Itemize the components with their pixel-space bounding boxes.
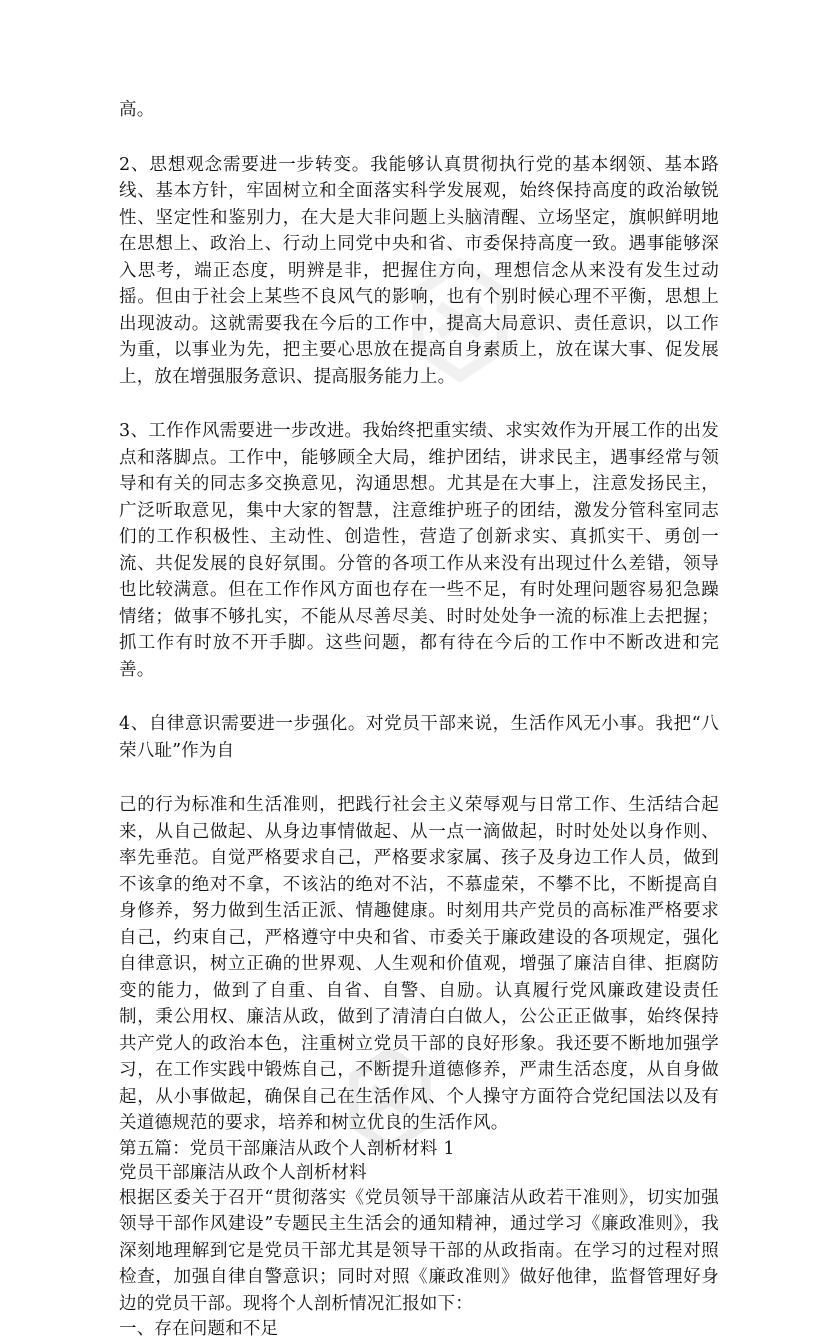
paragraph-self-discipline-body: 己的行为标准和生活准则，把践行社会主义荣辱观与日常工作、生活结合起来，从自己做起、从身边事情做起、从一点一滴做起，时时处处以身作则、率先垂范。自觉严格要求自己，严格要求家属、孩子及身边工作人员，做到不该拿的绝对不拿，不该沾的绝对不沾，不慕虚荣，不攀不比，不断提高自身修养，努力做到生活正派、情趣健康。时刻用共产党员的高标准严格要求自己，约束自己，严格遵守中央和省、市委关于廉政建设的各项规定，强化自律意识，树立正确的世界观、人生观和价值观，增强了廉洁自律、拒腐防变的能力，做到了自重、自省、自警、自励。认真履行党风廉政建设责任制，秉公用权、廉洁从政，做到了清清白白做人，公公正正做事，始终保持共产党人的政治本色，注重树立党员干部的良好形象。我还要不断地加强学习，在工作实践中锻炼自己，不断提升道德修养，严肃生活态度，从自身做起，从小事做起，确保自己在生活作风、个人操守方面符合党纪国法以及有关道德规范的要求，培养和树立优良的生活作风。 — [119, 795, 719, 1133]
document-title: 党员干部廉洁从政个人剖析材料 — [119, 1162, 367, 1183]
subsection-heading: 一、存在问题和不足 — [119, 1319, 279, 1339]
section-heading: 第五篇：党员干部廉洁从政个人剖析材料 1 — [119, 1138, 455, 1159]
paragraph-work-style: 3、工作作风需要进一步改进。我始终把重实绩、求实效作为开展工作的出发点和落脚点。工作中，能够顾全大局，维护团结，讲求民主，遇事经常与领导和有关的同志多交换意见，沟通思想。尤其是在大事上，注意发扬民主，广泛听取意见，集中大家的智慧，注意维护班子的团结，激发分管科室同志们的工作积极性、主动性、创造性，营造了创新求实、真抓实干、勇创一流、共促发展的良好氛围。分管的各项工作从来没有出现过什么差错，领导也比较满意。但在工作作风方面也存在一些不足，有时处理问题容易犯急躁情绪；做事不够扎实，不能从尽善尽美、时时处处争一流的标准上去把握；抓工作有时放不开手脚。这些问题，都有待在今后的工作中不断改进和完善。 — [119, 421, 719, 680]
paragraph-self-discipline-start: 4、自律意识需要进一步强化。对党员干部来说，生活作风无小事。我把“八荣八耻”作为自 — [119, 714, 719, 761]
paragraph-intro: 根据区委关于召开“贯彻落实《党员领导干部廉洁从政若干准则》，切实加强领导干部作风建设”专题民主生活会的通知精神，通过学习《廉政准则》，我深刻地理解到它是党员干部尤其是领导干部的从政指南。在学习的过程对照检查，加强自律自警意识；同时对照《廉政准则》做好他律，监督管理好身边的党员干部。现将个人剖析情况汇报如下： — [119, 1187, 719, 1314]
watermark-icon — [330, 1040, 450, 1160]
paragraph-continuation: 高。 — [119, 100, 155, 120]
paragraph-ideology: 2、思想观念需要进一步转变。我能够认真贯彻执行党的基本纲领、基本路线、基本方针，牢固树立和全面落实科学发展观，始终保持高度的政治敏锐性、坚定性和鉴别力，在大是大非问题上头脑清醒、立场坚定，旗帜鲜明地在思想上、政治上、行动上同党中央和省、市委保持高度一致。遇事能够深入思考，端正态度，明辨是非，把握住方向，理想信念从来没有发生过动摇。但由于社会上某些不良风气的影响，也有个别时候心理不平衡，思想上出现波动。这就需要我在今后的工作中，提高大局意识、责任意识，以工作为重，以事业为先，把主要心思放在提高自身素质上，放在谋大事、促发展上，放在增强服务意识、提高服务能力上。 — [119, 154, 719, 387]
